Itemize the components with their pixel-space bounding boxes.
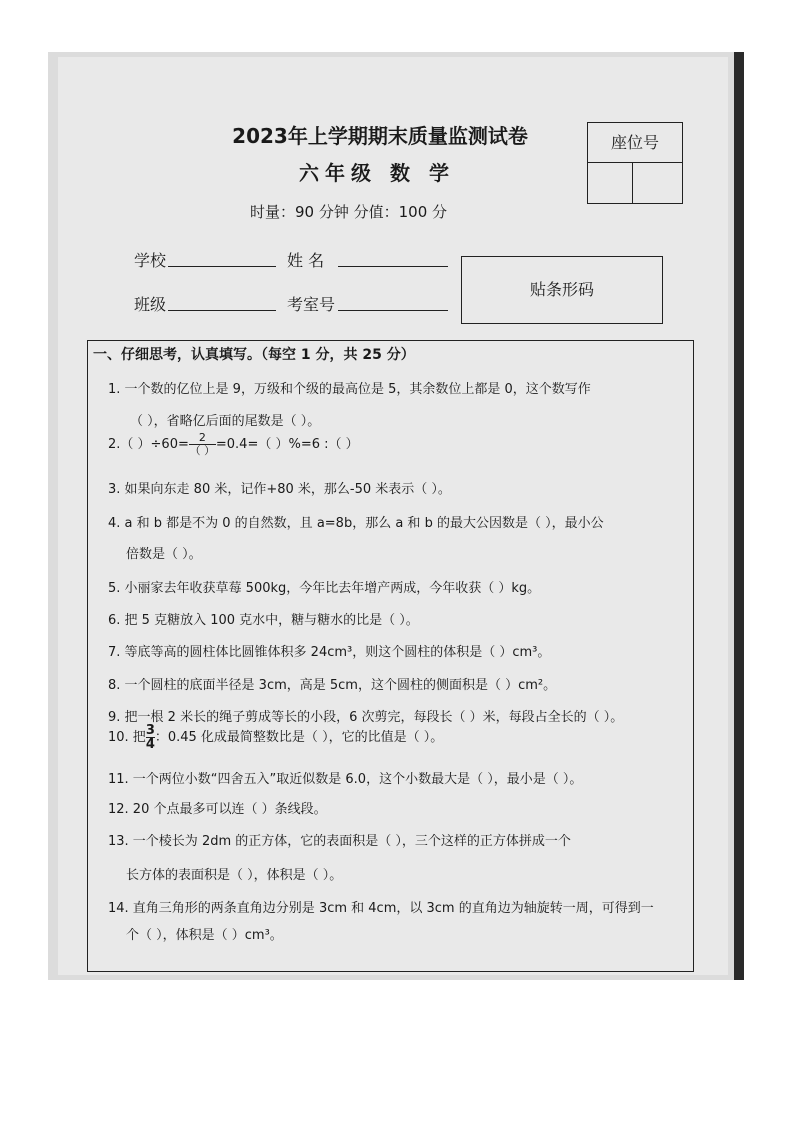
class-label: 班级 xyxy=(134,295,167,314)
fraction-numerator: 2 xyxy=(189,432,216,445)
time-score-info: 时量：90 分钟 分值：100 分 xyxy=(250,203,448,221)
exam-subtitle: 六年级 数 学 xyxy=(299,161,455,185)
school-label: 学校 xyxy=(134,251,167,270)
question-11: 11. 一个两位小数“四舍五入”取近似数是 6.0，这个小数最大是（ ），最小是（ ）。 xyxy=(108,772,583,787)
question-10-end: ：0.45 化成最简整数比是（ ），它的比值是（ ）。 xyxy=(154,730,444,745)
question-2-end: =0.4=（ ）%=6 :（ ） xyxy=(215,437,359,452)
seat-number-label: 座位号 xyxy=(588,123,682,163)
fraction-denominator: （ ） xyxy=(189,444,216,457)
seat-number-divider xyxy=(632,163,633,203)
question-10-fraction xyxy=(146,724,155,751)
room-label: 考室号 xyxy=(287,295,336,314)
question-4-line1: 4. a 和 b 都是不为 0 的自然数，且 a=8b，那么 a 和 b 的最大公因数是（ ），最小公 xyxy=(108,516,604,531)
room-field[interactable] xyxy=(338,310,448,311)
barcode-box: 贴条形码 xyxy=(461,256,663,324)
question-7: 7. 等底等高的圆柱体比圆锥体积多 24cm³，则这个圆柱的体积是（ ）cm³。 xyxy=(108,645,551,660)
fraction-denominator: 4 xyxy=(145,737,155,752)
name-field[interactable] xyxy=(338,266,448,267)
question-5: 5. 小丽家去年收获草莓 500kg，今年比去年增产两成，今年收获（ ）kg。 xyxy=(108,581,541,596)
question-3: 3. 如果向东走 80 米，记作+80 米，那么-50 米表示（ ）。 xyxy=(108,482,451,497)
section-heading: 一、仔细思考，认真填写。（每空 1 分，共 25 分） xyxy=(93,347,415,363)
exam-title: 2023年上学期期末质量监测试卷 xyxy=(232,124,528,148)
question-10-start: 10. 把 xyxy=(108,730,146,745)
question-8: 8. 一个圆柱的底面半径是 3cm，高是 5cm，这个圆柱的侧面积是（ ）cm²。 xyxy=(108,678,557,693)
question-13-line2: 长方体的表面积是（ ），体积是（ ）。 xyxy=(126,868,343,883)
question-4-line2: 倍数是（ ）。 xyxy=(126,547,202,562)
question-2-fraction xyxy=(189,432,216,457)
question-10 xyxy=(108,724,443,751)
question-12: 12. 20 个点最多可以连（ ）条线段。 xyxy=(108,802,327,817)
question-6: 6. 把 5 克糖放入 100 克水中，糖与糖水的比是（ ）。 xyxy=(108,613,419,628)
question-2 xyxy=(108,432,359,457)
seat-number-box xyxy=(587,122,683,204)
question-1-line2: （ ），省略亿后面的尾数是（ ）。 xyxy=(130,414,321,429)
fraction-numerator: 3 xyxy=(145,723,155,738)
school-field[interactable] xyxy=(168,266,276,267)
question-9: 9. 把一根 2 米长的绳子剪成等长的小段，6 次剪完，每段长（ ）米，每段占全长的（ ）。 xyxy=(108,710,624,725)
question-13-line1: 13. 一个棱长为 2dm 的正方体，它的表面积是（ ），三个这样的正方体拼成一个 xyxy=(108,834,571,849)
class-field[interactable] xyxy=(168,310,276,311)
question-14-line2: 个（ ），体积是（ ）cm³。 xyxy=(126,928,283,943)
question-2-start: 2.（ ）÷60= xyxy=(108,437,189,452)
question-1-line1: 1. 一个数的亿位上是 9，万级和个级的最高位是 5，其余数位上都是 0，这个数写作 xyxy=(108,382,591,397)
name-label: 姓 名 xyxy=(287,251,325,270)
question-14-line1: 14. 直角三角形的两条直角边分别是 3cm 和 4cm，以 3cm 的直角边为轴旋转一周，可得到一 xyxy=(108,901,654,916)
